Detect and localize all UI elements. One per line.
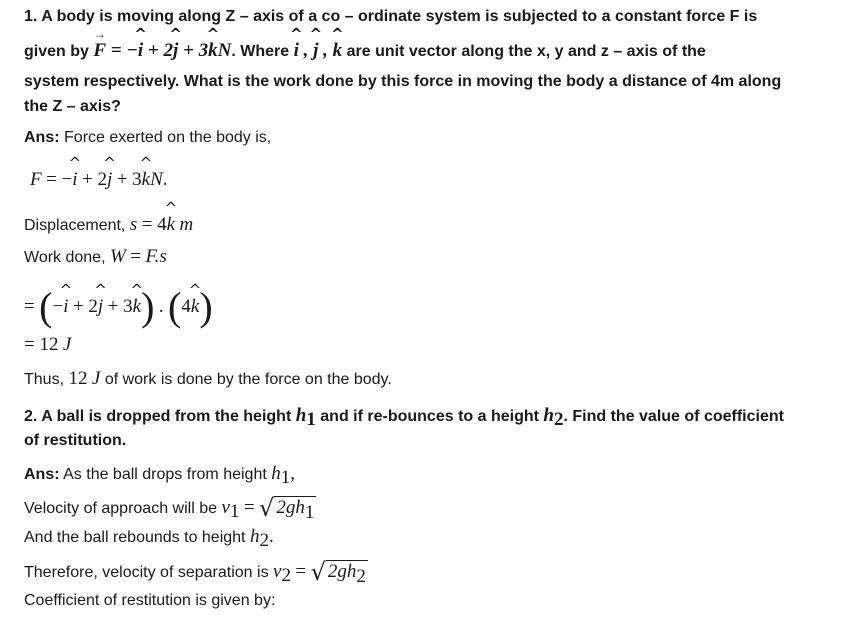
work-result-line: = 12 J	[24, 334, 72, 355]
answer-2-line-1: Ans: As the ball drops from height $h_1$,	[24, 463, 295, 489]
q2-post: . Find the value of coefficient	[563, 408, 784, 425]
q2-pre: 2. A ball is dropped from the height	[24, 408, 292, 425]
question-2-line-2: of restitution.	[24, 432, 127, 449]
answer-2-line-2: Velocity of approach will be $v_1$ = √ $2gh_1$	[24, 494, 315, 523]
unit-vectors: ^ i , ^ j , ^ k	[294, 40, 343, 61]
question-1-line-1: 1. A body is moving along Z – axis of a co – ordinate system is subjected to a constant force F is	[24, 8, 758, 25]
thus-line: Thus, 12 J of work is done by the force on the body.	[24, 368, 392, 389]
work-line: Work done, W = F.s	[24, 246, 167, 267]
thus-post: of work is done by the force on the body.	[104, 371, 392, 388]
ans-label-2: Ans:	[24, 466, 60, 483]
ans-label: Ans:	[24, 129, 60, 146]
question-2-line-1: 2. A ball is dropped from the height $h_1$ and if re-bounces to a height $h_2$. Find the value of coefficient	[24, 405, 784, 431]
answer-2-line-3: And the ball rebounds to height $h_2$.	[24, 526, 274, 552]
answer-1-intro	[24, 129, 271, 147]
answer-2-line-5: Coefficient of restitution is given by:	[24, 592, 276, 609]
force-equation: F = −^ i + 2^ j + 3^ kN.	[30, 169, 168, 191]
q2-mid: and if re-bounces to a height	[320, 408, 539, 425]
work-label: Work done,	[24, 249, 106, 266]
displacement-label: Displacement,	[24, 217, 126, 234]
a2-line2-text: Velocity of approach will be	[24, 500, 217, 517]
thus-pre: Thus,	[24, 371, 65, 388]
q1-unit-vector-text: are unit vector along the x, y and z – axis of the	[346, 43, 706, 60]
ans-text: Force exerted on the body is,	[64, 129, 272, 146]
a2-line4-text: Therefore, velocity of separation is	[24, 564, 269, 581]
dot-product-line: = (−^ i + 2^ j + 3^ k) . (4^ k)	[24, 283, 213, 330]
question-1-line-4: the Z – axis?	[24, 98, 121, 115]
answer-2-line-4: Therefore, velocity of separation is $v_2$ = √ $2gh_2$	[24, 558, 366, 587]
question-1-line-2	[24, 40, 706, 62]
a2-line1-text: As the ball drops from height	[63, 466, 267, 483]
force-vector-equation: → F = −^ i + 2^ j + 3^ kN	[93, 40, 231, 61]
q1-where: . Where	[231, 43, 290, 60]
displacement-line: Displacement, s = 4^ k m	[24, 214, 193, 236]
a2-line3-text: And the ball rebounds to height	[24, 529, 246, 546]
question-1-line-3: system respectively. What is the work done by this force in moving the body a distance of 4m along	[24, 73, 782, 90]
q1-given-by: given by	[24, 43, 89, 60]
